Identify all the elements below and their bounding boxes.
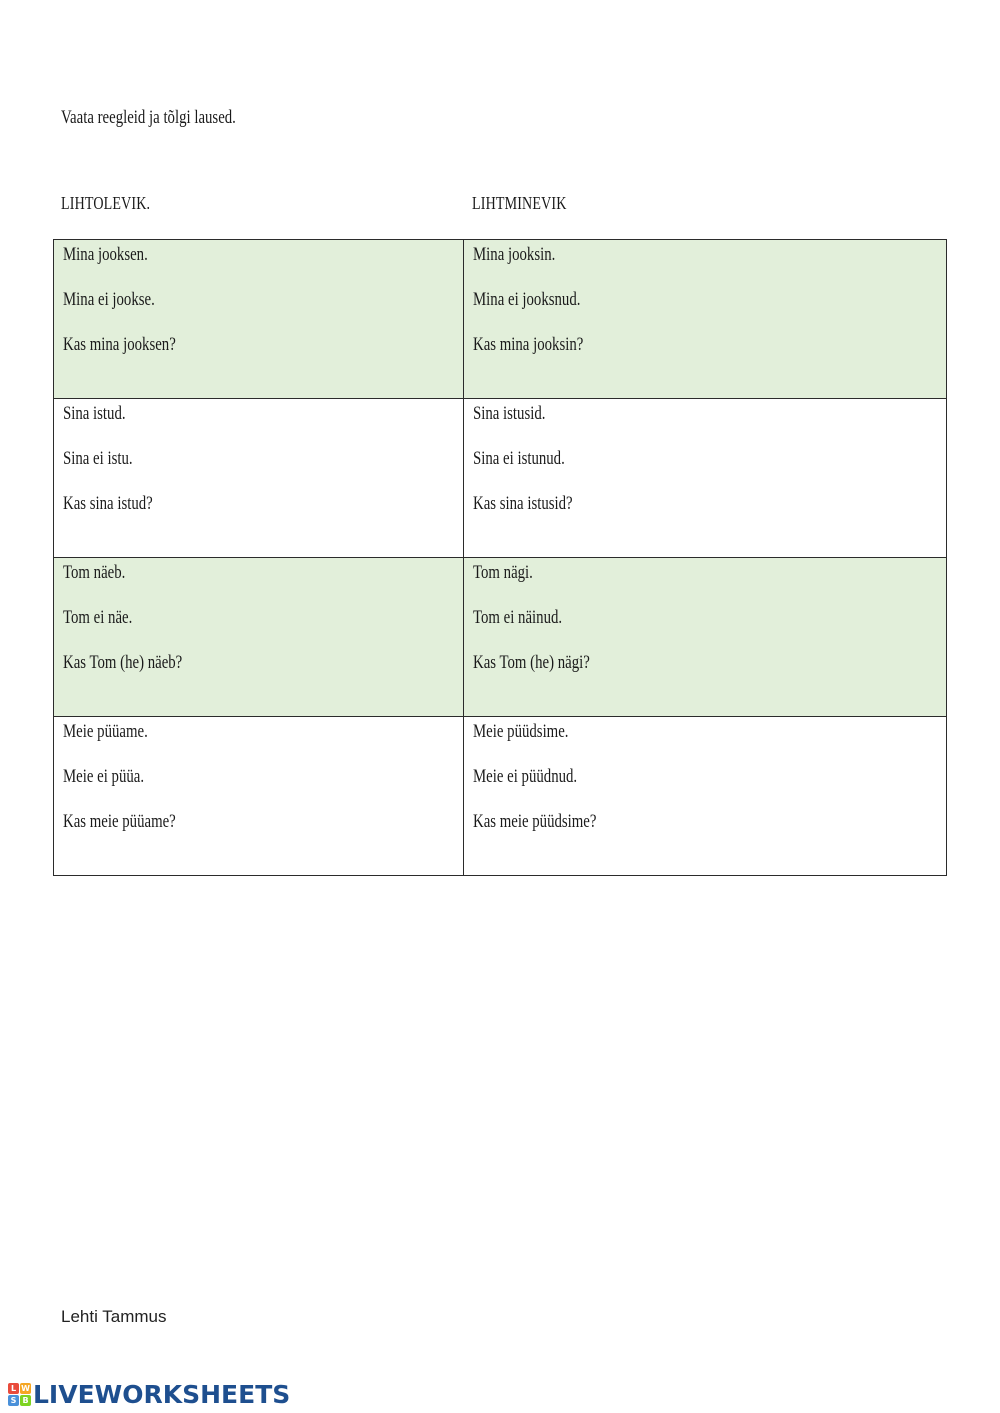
- sentence: Meie ei püüdnud.: [473, 766, 578, 787]
- sentence: Kas Tom (he) näeb?: [63, 652, 183, 673]
- sentence: Tom ei näinud.: [473, 607, 563, 628]
- sentence: Meie püüdsime.: [473, 721, 569, 742]
- logo-tile: S: [8, 1395, 19, 1406]
- brand-name: LIVEWORKSHEETS: [33, 1380, 291, 1409]
- liveworksheets-logo: [8, 1380, 290, 1409]
- sentence: Kas mina jooksen?: [63, 334, 176, 355]
- header-present-simple: [61, 193, 175, 214]
- sentence: Meie püüame.: [63, 721, 148, 742]
- cell-present: [54, 399, 464, 558]
- author-name: Lehti Tammus: [61, 1307, 167, 1326]
- sentence: Mina ei jooksnud.: [473, 289, 581, 310]
- header-right-label: LIHTMINEVIK: [472, 193, 567, 213]
- conjugation-table: [53, 239, 947, 876]
- sentence: Tom ei näe.: [63, 607, 133, 628]
- logo-tile: B: [20, 1395, 31, 1406]
- logo-tile: L: [8, 1383, 19, 1394]
- sentence: Kas mina jooksin?: [473, 334, 584, 355]
- sentence: Sina istusid.: [473, 403, 546, 424]
- sentence: Sina ei istu.: [63, 448, 133, 469]
- logo-tile: W: [21, 1384, 30, 1393]
- header-left-label: LIHTOLEVIK.: [61, 193, 151, 213]
- sentence: Mina jooksin.: [473, 244, 556, 265]
- header-past-simple: [472, 193, 593, 214]
- table-row: [54, 558, 947, 717]
- sentence: Kas sina istud?: [63, 493, 153, 514]
- sentence: Mina ei jookse.: [63, 289, 155, 310]
- table-row: [54, 240, 947, 399]
- instruction-text: [61, 106, 285, 129]
- table-row: [54, 717, 947, 876]
- table-row: [54, 399, 947, 558]
- sentence: Kas meie püüdsime?: [473, 811, 597, 832]
- cell-past: [464, 240, 947, 399]
- sentence: Sina istud.: [63, 403, 126, 424]
- cell-present: [54, 558, 464, 717]
- sentence: Kas Tom (he) nägi?: [473, 652, 590, 673]
- sentence: Mina jooksen.: [63, 244, 148, 265]
- cell-past: [464, 558, 947, 717]
- sentence: Kas sina istusid?: [473, 493, 573, 514]
- cell-past: [464, 717, 947, 876]
- sentence: Kas meie püüame?: [63, 811, 176, 832]
- instruction-label: Vaata reegleid ja tõlgi laused.: [61, 107, 236, 128]
- sentence: Tom näeb.: [63, 562, 126, 583]
- cell-present: [54, 240, 464, 399]
- cell-present: [54, 717, 464, 876]
- sentence: Tom nägi.: [473, 562, 533, 583]
- logo-mark-icon: [8, 1383, 31, 1406]
- cell-past: [464, 399, 947, 558]
- sentence: Sina ei istunud.: [473, 448, 565, 469]
- sentence: Meie ei püüa.: [63, 766, 145, 787]
